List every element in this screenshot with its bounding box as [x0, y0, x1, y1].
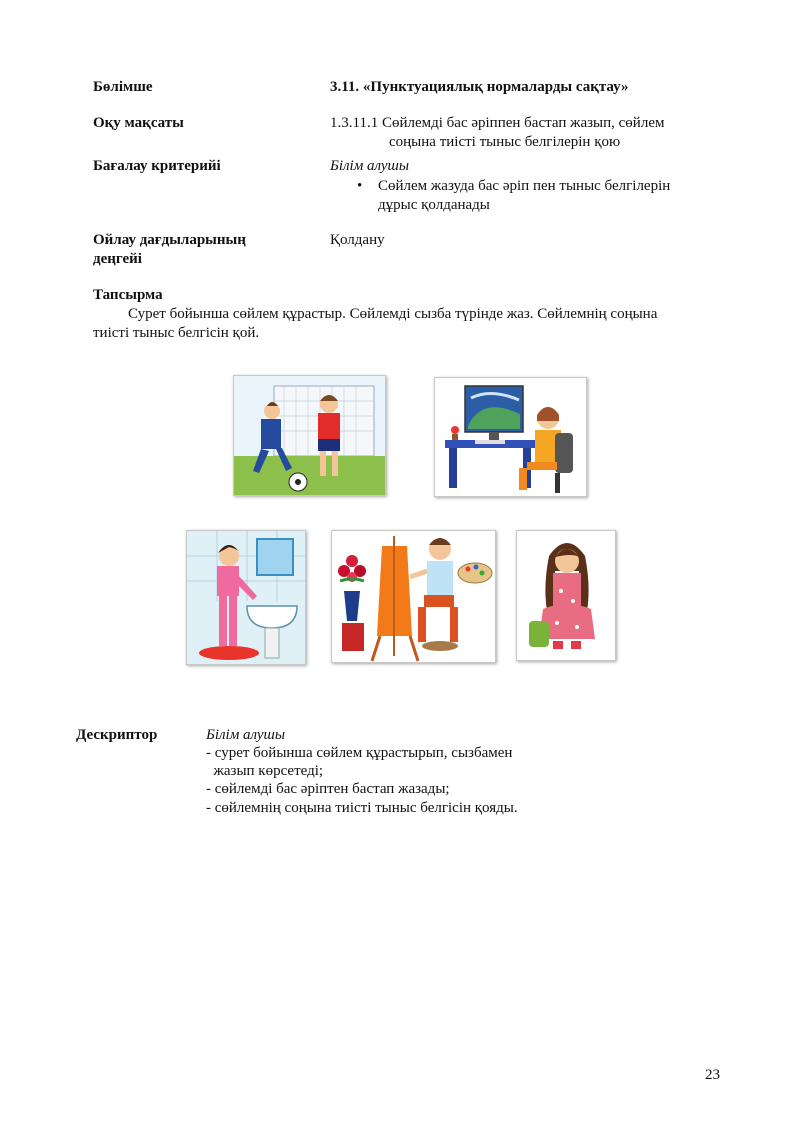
descriptor-subject: Білім алушы — [206, 727, 286, 743]
objective-line-1: 1.3.11.1 Сөйлемді бас әріппен бастап жазып, сөйлем — [330, 115, 665, 131]
descriptor-label: Дескриптор — [76, 727, 158, 743]
thinking-label-line-2: деңгейі — [93, 251, 142, 267]
objective-label: Оқу мақсаты — [93, 115, 184, 131]
boy-painting-at-easel-icon — [331, 530, 496, 663]
thinking-value: Қолдану — [330, 232, 385, 248]
section-label: Бөлімше — [93, 79, 153, 95]
criteria-label: Бағалау критерийі — [93, 158, 221, 174]
descriptor-line-1: - сурет бойынша сөйлем құрастырып, сызбамен — [206, 745, 513, 761]
descriptor-line-4: - сөйлемнің соңына тиісті тыныс белгісін қояды. — [206, 800, 518, 816]
bullet-dot: • — [357, 178, 363, 194]
girl-combing-hair-icon — [516, 530, 616, 661]
criteria-bullet-line-2: дұрыс қолданады — [378, 197, 490, 213]
descriptor-line-2: жазып көрсетеді; — [206, 763, 324, 779]
page-number: 23 — [705, 1067, 720, 1083]
girl-washing-at-sink-icon — [186, 530, 306, 665]
task-line-2: тиісті тыныс белгісін қой. — [93, 325, 260, 341]
objective-line-2: соңына тиісті тыныс белгілерін қою — [389, 134, 621, 150]
boys-playing-football-icon — [233, 375, 386, 496]
thinking-label-line-1: Ойлау дағдыларының — [93, 232, 246, 248]
boy-at-computer-icon — [434, 377, 587, 497]
descriptor-line-3: - сөйлемді бас әріптен бастап жазады; — [206, 781, 450, 797]
task-line-1: Сурет бойынша сөйлем құрастыр. Сөйлемді сызба түрінде жаз. Сөйлемнің соңына — [128, 306, 658, 322]
criteria-subject: Білім алушы — [330, 158, 410, 174]
task-heading: Тапсырма — [93, 287, 163, 303]
criteria-bullet-line-1: Сөйлем жазуда бас әріп пен тыныс белгілерін — [378, 178, 671, 194]
section-value: 3.11. «Пунктуациялық нормаларды сақтау» — [330, 79, 629, 95]
